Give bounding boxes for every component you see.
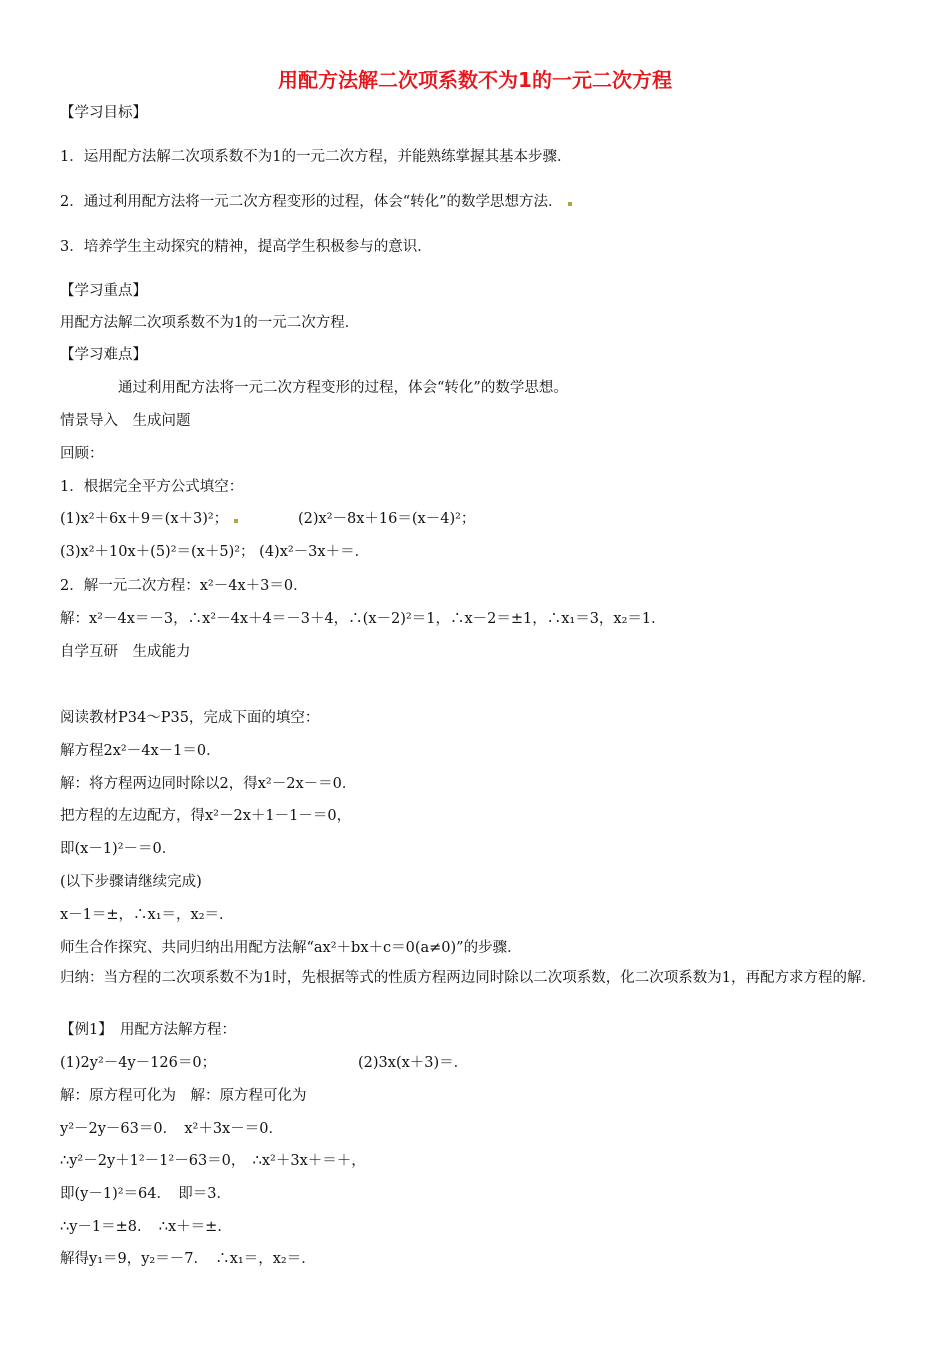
study-step-2: 把方程的左边配方，得x²－2x＋1－1－＝0， (60, 808, 352, 824)
fill-item-3: (3)x²＋10x＋(5)²＝(x＋5)²； (60, 544, 255, 560)
fill-item-4: (4)x²－3x＋＝． (259, 544, 370, 560)
fill-item-1: (1)x²＋6x＋9＝(x＋3)²； (60, 511, 229, 527)
marker-dot-icon (234, 519, 238, 523)
study-step-4: (以下步骤请继续完成) (60, 874, 202, 890)
difficulty-text: 通过利用配方法将一元二次方程变形的过程，体会“转化”的数学思想。 (118, 380, 568, 396)
fill-row-1 (60, 509, 239, 529)
study-equation: 解方程2x²－4x－1＝0． (60, 743, 221, 759)
marker-dot-icon (568, 202, 572, 206)
example-problem-1: (1)2y²－4y－126＝0； (60, 1055, 217, 1071)
example-problem-2: (2)3x(x＋3)＝． (358, 1055, 469, 1071)
example-line-6: 解得y₁＝9，y₂＝－7． ∴x₁＝，x₂＝． (60, 1251, 316, 1267)
focus-text: 用配方法解二次项系数不为1的一元二次方程． (60, 315, 360, 331)
fill-item-2: (2)x²－8x＋16＝(x－4)²； (298, 511, 476, 527)
intro-section-heading: 情景导入 生成问题 (60, 413, 191, 429)
difficulty-heading: 【学习难点】 (60, 347, 147, 363)
example-line-5: ∴y－1＝±8． ∴x＋＝±． (60, 1219, 232, 1235)
fill-row-2 (60, 542, 369, 562)
study-section-heading: 自学互研 生成能力 (60, 644, 191, 660)
review-question-1: 1．根据完全平方公式填空： (60, 479, 244, 495)
cooperation-text: 师生合作探究、共同归纳出用配方法解“ax²＋bx＋c＝0(a≠0)”的步骤． (60, 940, 522, 956)
goal-item-3: 3．培养学生主动探究的精神，提高学生积极参与的意识． (60, 239, 432, 255)
focus-heading: 【学习重点】 (60, 283, 147, 299)
review-question-2: 2．解一元二次方程：x²－4x＋3＝0． (60, 578, 308, 594)
study-step-1: 解：将方程两边同时除以2，得x²－2x－＝0． (60, 776, 357, 792)
example-line-4: 即(y－1)²＝64． 即＝3． (60, 1186, 231, 1202)
example-line-1: 解：原方程可化为 解：原方程可化为 (60, 1088, 307, 1104)
reading-instruction: 阅读教材P34～P35，完成下面的填空： (60, 710, 320, 726)
goals-heading: 【学习目标】 (60, 105, 147, 121)
goal-item-2: 2．通过利用配方法将一元二次方程变形的过程，体会“转化”的数学思想方法． (60, 192, 573, 212)
example-line-2: y²－2y－63＝0． x²＋3x－＝0． (60, 1121, 283, 1137)
page-title: 用配方法解二次项系数不为1的一元二次方程 (278, 68, 672, 92)
review-solution: 解：x²－4x＝－3，∴x²－4x＋4＝－3＋4，∴(x－2)²＝1，∴x－2＝±1，∴x₁＝3，x₂＝1． (60, 611, 666, 627)
goal-item-1: 1．运用配方法解二次项系数不为1的一元二次方程，并能熟练掌握其基本步骤． (60, 149, 572, 165)
example-line-3: ∴y²－2y＋1²－1²－63＝0， ∴x²＋3x＋＝＋， (60, 1153, 366, 1169)
summary-text: 归纳：当方程的二次项系数不为1时，先根据等式的性质方程两边同时除以二次项系数，化二次项系数为1，再配方求方程的解． (60, 970, 876, 986)
study-step-5: x－1＝±，∴x₁＝，x₂＝． (60, 907, 234, 923)
study-step-3: 即(x－1)²－＝0． (60, 841, 177, 857)
example-heading: 【例1】 用配方法解方程： (60, 1022, 236, 1038)
review-label: 回顾： (60, 446, 104, 462)
